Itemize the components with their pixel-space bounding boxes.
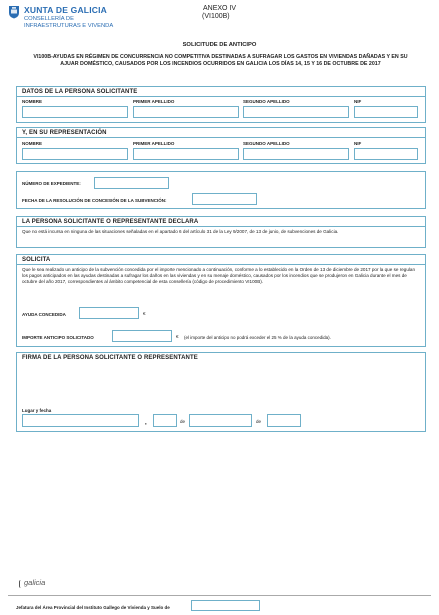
importe-note: (el importe del anticipo no podrá exceder el 25 % de la ayuda concedida). <box>184 335 331 340</box>
ayuda-concedida-field[interactable] <box>79 307 139 319</box>
representative-section-title: Y, EN SU REPRESENTACIÓN <box>22 130 107 136</box>
currency-symbol: € <box>143 311 146 316</box>
applicant-segundo-apellido-field[interactable] <box>243 106 349 118</box>
nif-label: NIF <box>354 141 362 146</box>
form-title: SOLICITUDE DE ANTICIPO <box>182 42 257 48</box>
expediente-label: NÚMERO DE EXPEDIENTE: <box>22 181 81 186</box>
place-date-label: Lugar y fecha <box>22 408 52 413</box>
request-text: Que le sea realizado un anticipo de la subvención concedida por el importe mencionado a continuación, conforme a lo establecido en la Orden de 13 de diciembre de 2017 por la que se regulan los pagos anticipados en las ayudas destinadas a sufragar los daños en las viviendas y en su menaje doméstico, causados por los incendios que se produjeron en Galicia durante el mes de octubre del año 2017, correspondientes al ámbito competencial de esta consellería (código de procedimiento VI100B). <box>22 267 416 285</box>
representative-nombre-field[interactable] <box>22 148 128 160</box>
place-field[interactable] <box>22 414 139 427</box>
expediente-field[interactable] <box>94 177 169 189</box>
divider <box>16 226 426 227</box>
day-field[interactable] <box>153 414 177 427</box>
importe-anticipo-field[interactable] <box>112 330 172 342</box>
annex-label: ANEXO IV <box>203 5 237 12</box>
shield-icon <box>8 5 20 19</box>
comma: , <box>145 420 147 426</box>
fecha-resolucion-label: FECHA DE LA RESOLUCIÓN DE CONCESIÓN DE LA SUBVENCIÓN: <box>22 198 167 203</box>
de-label: de <box>256 419 262 424</box>
declaration-title: LA PERSONA SOLICITANTE O REPRESENTANTE DECLARA <box>22 219 199 225</box>
segundo-apellido-label: SEGUNDO APELLIDO <box>243 99 290 104</box>
representative-segundo-apellido-field[interactable] <box>243 148 349 160</box>
jefatura-label: Jefatura del Área Provincial del Instituto Gallego de Vivienda y Suelo de <box>16 605 170 610</box>
nombre-label: NOMBRE <box>22 99 42 104</box>
fecha-resolucion-field[interactable] <box>192 193 257 205</box>
de-label: de <box>180 419 186 424</box>
form-subtitle: VI100B-AYUDAS EN RÉGIMEN DE CONCURRENCIA NO COMPETITIVA DESTINADAS A SUFRAGAR LOS GASTOS EN VIVIENDAS DAÑADAS Y EN SU AJUAR DOMÉSTICO, CAUSADOS POR LOS INCENDIOS OCURRIDOS EN GALICIA LOS DÍAS 14, 15 Y 16 DE OCTUBRE DE 2017 <box>33 54 408 68</box>
currency-symbol: € <box>176 334 179 339</box>
org-name: XUNTA DE GALICIA <box>24 5 108 15</box>
applicant-nif-field[interactable] <box>354 106 418 118</box>
applicant-section-title: DATOS DE LA PERSONA SOLICITANTE <box>22 89 138 95</box>
divider <box>16 264 426 265</box>
ayuda-concedida-label: AYUDA CONCEDIDA <box>22 312 66 317</box>
representative-primer-apellido-field[interactable] <box>133 148 239 160</box>
applicant-nombre-field[interactable] <box>22 106 128 118</box>
nif-label: NIF <box>354 99 362 104</box>
declaration-text: Que no está incursa en ninguna de las situaciones señaladas en el apartado 6 del artículo 31 de la Ley 9/2007, de 13 de junio, de subvenciones de Galicia. <box>22 229 339 234</box>
applicant-primer-apellido-field[interactable] <box>133 106 239 118</box>
month-field[interactable] <box>189 414 252 427</box>
procedure-code: (VI100B) <box>202 13 230 20</box>
segundo-apellido-label: SEGUNDO APELLIDO <box>243 141 290 146</box>
dept-line2: INFRAESTRUTURAS E VIVENDA <box>24 23 114 29</box>
primer-apellido-label: PRIMER APELLIDO <box>133 99 175 104</box>
org-logo <box>8 5 20 19</box>
footer-divider <box>8 595 431 596</box>
importe-anticipo-label: IMPORTE ANTICIPO SOLICITADO <box>22 335 94 340</box>
jefatura-field[interactable] <box>191 600 260 611</box>
representative-nif-field[interactable] <box>354 148 418 160</box>
nombre-label: NOMBRE <box>22 141 42 146</box>
divider <box>16 96 426 97</box>
logo-swoosh-icon <box>19 580 23 588</box>
primer-apellido-label: PRIMER APELLIDO <box>133 141 175 146</box>
dept-line1: CONSELLERÍA DE <box>24 16 74 22</box>
logo-text: galicia <box>24 578 46 587</box>
request-title: SOLICITA <box>22 257 51 263</box>
year-field[interactable] <box>267 414 301 427</box>
divider <box>16 137 426 138</box>
signature-title: FIRMA DE LA PERSONA SOLICITANTE O REPRESENTANTE <box>22 355 198 361</box>
